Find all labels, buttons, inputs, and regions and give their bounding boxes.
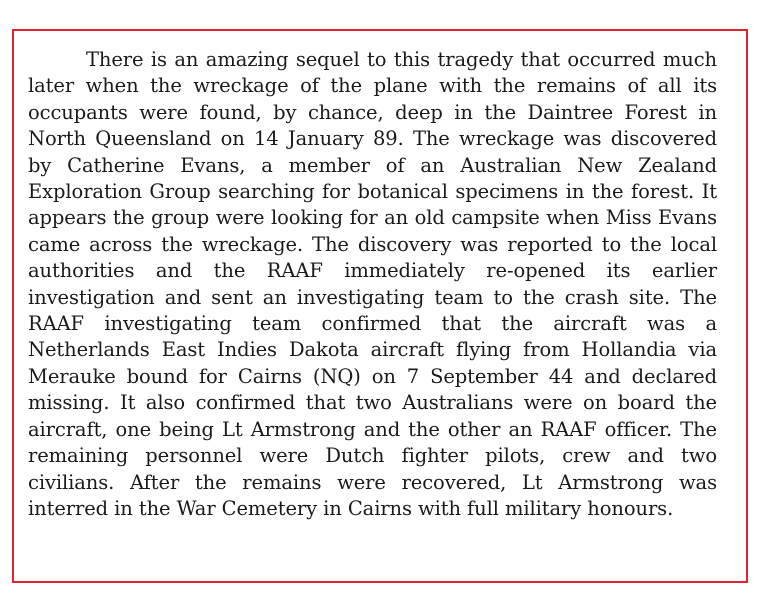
cut-off-next-line — [86, 586, 746, 600]
paragraph-text: There is an amazing sequel to this tragedy that occurred much later when the wreckage of the plane with the remains of all its occupants were found, by chance, deep in the Daintree Forest in North Queensland on 14 January 89. The wreckage was discovered by Catherine Evans, a member of an Australian New Zealand Exploration Group searching for botanical specimens in the forest. It appears the group were looking for an old campsite when Miss Evans came across the wreckage. The discovery was reported to the local authorities and the RAAF immediately re-opened its earlier investigation and sent an investigating team to the crash site. The RAAF investigating team confirmed that the aircraft was a Netherlands East Indies Dakota aircraft flying from Hollandia via Merauke bound for Cairns (NQ) on 7 September 44 and declared missing. It also confirmed that two Australians were on board the aircraft, one being Lt Armstrong and the other an RAAF officer. The remaining personnel were Dutch fighter pilots, crew and two civilians. After the remains were recovered, Lt Armstrong was interred in the War Cemetery in Cairns with full military honours. — [28, 48, 717, 520]
